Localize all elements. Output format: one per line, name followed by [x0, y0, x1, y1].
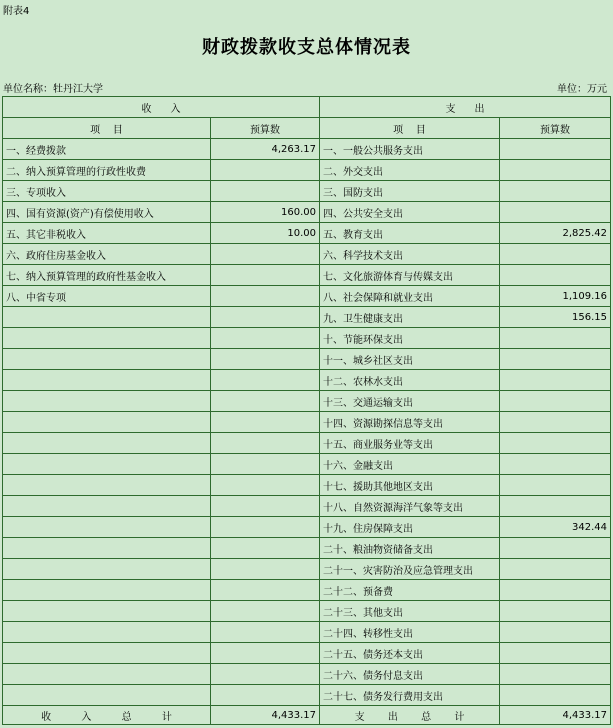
- total-row: [3, 706, 611, 725]
- expense-item-cell: 十九、住房保障支出: [320, 517, 500, 538]
- income-value-cell: [211, 643, 320, 664]
- income-item-cell: 五、其它非税收入: [3, 223, 211, 244]
- income-item-cell: [3, 328, 211, 349]
- income-value-cell: [211, 454, 320, 475]
- income-item-cell: [3, 622, 211, 643]
- expense-value-cell: [500, 349, 611, 370]
- expense-item-cell: 十七、援助其他地区支出: [320, 475, 500, 496]
- income-value-cell: [211, 412, 320, 433]
- expense-item-cell: 四、公共安全支出: [320, 202, 500, 223]
- table-row: [3, 286, 611, 307]
- income-value-cell: [211, 370, 320, 391]
- table-row: [3, 517, 611, 538]
- table-row: [3, 580, 611, 601]
- expense-value-cell: [500, 433, 611, 454]
- income-item-cell: [3, 643, 211, 664]
- expense-value-cell: 2,825.42: [500, 223, 611, 244]
- expense-value-cell: 1,109.16: [500, 286, 611, 307]
- income-item-cell: [3, 538, 211, 559]
- income-total-char: 收: [41, 711, 52, 723]
- income-item-cell: [3, 685, 211, 706]
- income-budget-header: 预算数: [211, 118, 320, 139]
- income-item-cell: 一、经费拨款: [3, 139, 211, 160]
- table-row: [3, 265, 611, 286]
- income-item-cell: 七、纳入预算管理的政府性基金收入: [3, 265, 211, 286]
- income-value-cell: [211, 601, 320, 622]
- expense-item-cell: 三、国防支出: [320, 181, 500, 202]
- expense-value-cell: [500, 139, 611, 160]
- table-row: [3, 244, 611, 265]
- table-row: [3, 349, 611, 370]
- table-row: [3, 307, 611, 328]
- expense-value-cell: [500, 160, 611, 181]
- table-row: [3, 181, 611, 202]
- expense-item-cell: 七、文化旅游体育与传媒支出: [320, 265, 500, 286]
- expense-item-cell: 十五、商业服务业等支出: [320, 433, 500, 454]
- expense-total-char: 支: [354, 711, 365, 723]
- income-item-cell: [3, 475, 211, 496]
- income-value-cell: [211, 349, 320, 370]
- expense-value-cell: [500, 265, 611, 286]
- income-item-cell: [3, 307, 211, 328]
- income-item-cell: [3, 412, 211, 433]
- expense-item-cell: 二十二、预备费: [320, 580, 500, 601]
- table-row: [3, 601, 611, 622]
- income-item-cell: [3, 517, 211, 538]
- income-total-char: 入: [81, 711, 92, 723]
- expense-item-cell: 十二、农林水支出: [320, 370, 500, 391]
- table-row: [3, 391, 611, 412]
- expense-value-cell: [500, 412, 611, 433]
- table-row: [3, 475, 611, 496]
- income-value-cell: [211, 496, 320, 517]
- expense-item-cell: 二十六、债务付息支出: [320, 664, 500, 685]
- income-value-cell: [211, 181, 320, 202]
- income-item-cell: [3, 454, 211, 475]
- expense-value-cell: [500, 244, 611, 265]
- expense-value-cell: [500, 538, 611, 559]
- annex-label: 附表4: [3, 6, 30, 17]
- income-value-cell: [211, 559, 320, 580]
- income-item-cell: 二、纳入预算管理的行政性收费: [3, 160, 211, 181]
- income-item-cell: [3, 391, 211, 412]
- expense-value-cell: [500, 475, 611, 496]
- income-value-cell: [211, 685, 320, 706]
- expense-item-cell: 五、教育支出: [320, 223, 500, 244]
- income-total-value: 4,433.17: [211, 706, 320, 725]
- expense-total-value: 4,433.17: [500, 706, 611, 725]
- expense-item-cell: 十六、金融支出: [320, 454, 500, 475]
- expense-value-cell: [500, 664, 611, 685]
- budget-table: [2, 96, 611, 725]
- expense-value-cell: [500, 454, 611, 475]
- expense-value-cell: [500, 391, 611, 412]
- income-value-cell: [211, 433, 320, 454]
- expense-value-cell: [500, 580, 611, 601]
- expense-value-cell: [500, 181, 611, 202]
- income-value-cell: [211, 160, 320, 181]
- expense-value-cell: [500, 622, 611, 643]
- table-row: [3, 496, 611, 517]
- expense-item-cell: 二十三、其他支出: [320, 601, 500, 622]
- expense-total-char: 计: [454, 711, 465, 723]
- table-row: [3, 538, 611, 559]
- expense-total-char: 总: [421, 711, 432, 723]
- table-row: [3, 643, 611, 664]
- income-item-cell: [3, 370, 211, 391]
- table-row: [3, 223, 611, 244]
- expense-item-cell: 一、一般公共服务支出: [320, 139, 500, 160]
- table-row: [3, 622, 611, 643]
- table-row: [3, 139, 611, 160]
- income-value-cell: [211, 622, 320, 643]
- table-row: [3, 685, 611, 706]
- table-row: [3, 433, 611, 454]
- expense-value-cell: [500, 370, 611, 391]
- expense-value-cell: [500, 559, 611, 580]
- table-row: [3, 328, 611, 349]
- unit-name: 单位名称：牡丹江大学: [3, 84, 103, 95]
- income-value-cell: 160.00: [211, 202, 320, 223]
- table-row: [3, 559, 611, 580]
- table-row: [3, 454, 611, 475]
- income-value-cell: [211, 538, 320, 559]
- income-value-cell: [211, 517, 320, 538]
- income-item-header: 项 目: [3, 118, 211, 139]
- income-item-cell: 六、政府住房基金收入: [3, 244, 211, 265]
- expense-value-cell: [500, 601, 611, 622]
- column-header-row: [3, 118, 611, 139]
- expense-item-cell: 二十一、灾害防治及应急管理支出: [320, 559, 500, 580]
- income-value-cell: [211, 265, 320, 286]
- income-item-cell: 四、国有资源(资产)有偿使用收入: [3, 202, 211, 223]
- income-item-cell: 八、中省专项: [3, 286, 211, 307]
- expense-value-cell: [500, 202, 611, 223]
- expense-budget-header: 预算数: [500, 118, 611, 139]
- expense-item-cell: 十八、自然资源海洋气象等支出: [320, 496, 500, 517]
- expense-value-cell: [500, 685, 611, 706]
- expense-value-cell: [500, 643, 611, 664]
- expense-value-cell: [500, 328, 611, 349]
- income-value-cell: [211, 475, 320, 496]
- table-row: [3, 412, 611, 433]
- expense-total-label: [320, 706, 500, 725]
- income-value-cell: [211, 664, 320, 685]
- expense-item-cell: 十、节能环保支出: [320, 328, 500, 349]
- income-total-label: [3, 706, 211, 725]
- income-value-cell: 10.00: [211, 223, 320, 244]
- income-item-cell: [3, 664, 211, 685]
- income-item-cell: [3, 496, 211, 517]
- income-item-cell: [3, 601, 211, 622]
- income-item-cell: [3, 433, 211, 454]
- table-row: [3, 202, 611, 223]
- section-header-row: [3, 97, 611, 118]
- expense-value-cell: 342.44: [500, 517, 611, 538]
- income-section-header: 收 入: [3, 97, 320, 118]
- income-item-cell: [3, 580, 211, 601]
- income-value-cell: [211, 328, 320, 349]
- expense-value-cell: [500, 496, 611, 517]
- income-total-char: 计: [161, 711, 172, 723]
- expense-item-cell: 二十七、债务发行费用支出: [320, 685, 500, 706]
- expense-item-cell: 二十五、债务还本支出: [320, 643, 500, 664]
- expense-item-cell: 二十、粮油物资储备支出: [320, 538, 500, 559]
- expense-value-cell: 156.15: [500, 307, 611, 328]
- income-item-cell: 三、专项收入: [3, 181, 211, 202]
- table-body: [3, 139, 611, 706]
- expense-item-header: 项 目: [320, 118, 500, 139]
- table-row: [3, 160, 611, 181]
- income-item-cell: [3, 349, 211, 370]
- income-value-cell: 4,263.17: [211, 139, 320, 160]
- expense-item-cell: 十四、资源勘探信息等支出: [320, 412, 500, 433]
- page-title: 财政拨款收支总体情况表: [202, 37, 411, 58]
- unit-label: 单位：万元: [557, 84, 607, 95]
- expense-item-cell: 二、外交支出: [320, 160, 500, 181]
- expense-section-header: 支 出: [320, 97, 611, 118]
- expense-total-char: 出: [387, 711, 398, 723]
- expense-item-cell: 八、社会保障和就业支出: [320, 286, 500, 307]
- expense-item-cell: 六、科学技术支出: [320, 244, 500, 265]
- income-value-cell: [211, 286, 320, 307]
- income-item-cell: [3, 559, 211, 580]
- expense-item-cell: 九、卫生健康支出: [320, 307, 500, 328]
- income-value-cell: [211, 307, 320, 328]
- table-row: [3, 664, 611, 685]
- table-row: [3, 370, 611, 391]
- expense-item-cell: 二十四、转移性支出: [320, 622, 500, 643]
- expense-item-cell: 十三、交通运输支出: [320, 391, 500, 412]
- expense-item-cell: 十一、城乡社区支出: [320, 349, 500, 370]
- income-value-cell: [211, 580, 320, 601]
- income-total-char: 总: [121, 711, 132, 723]
- income-value-cell: [211, 244, 320, 265]
- income-value-cell: [211, 391, 320, 412]
